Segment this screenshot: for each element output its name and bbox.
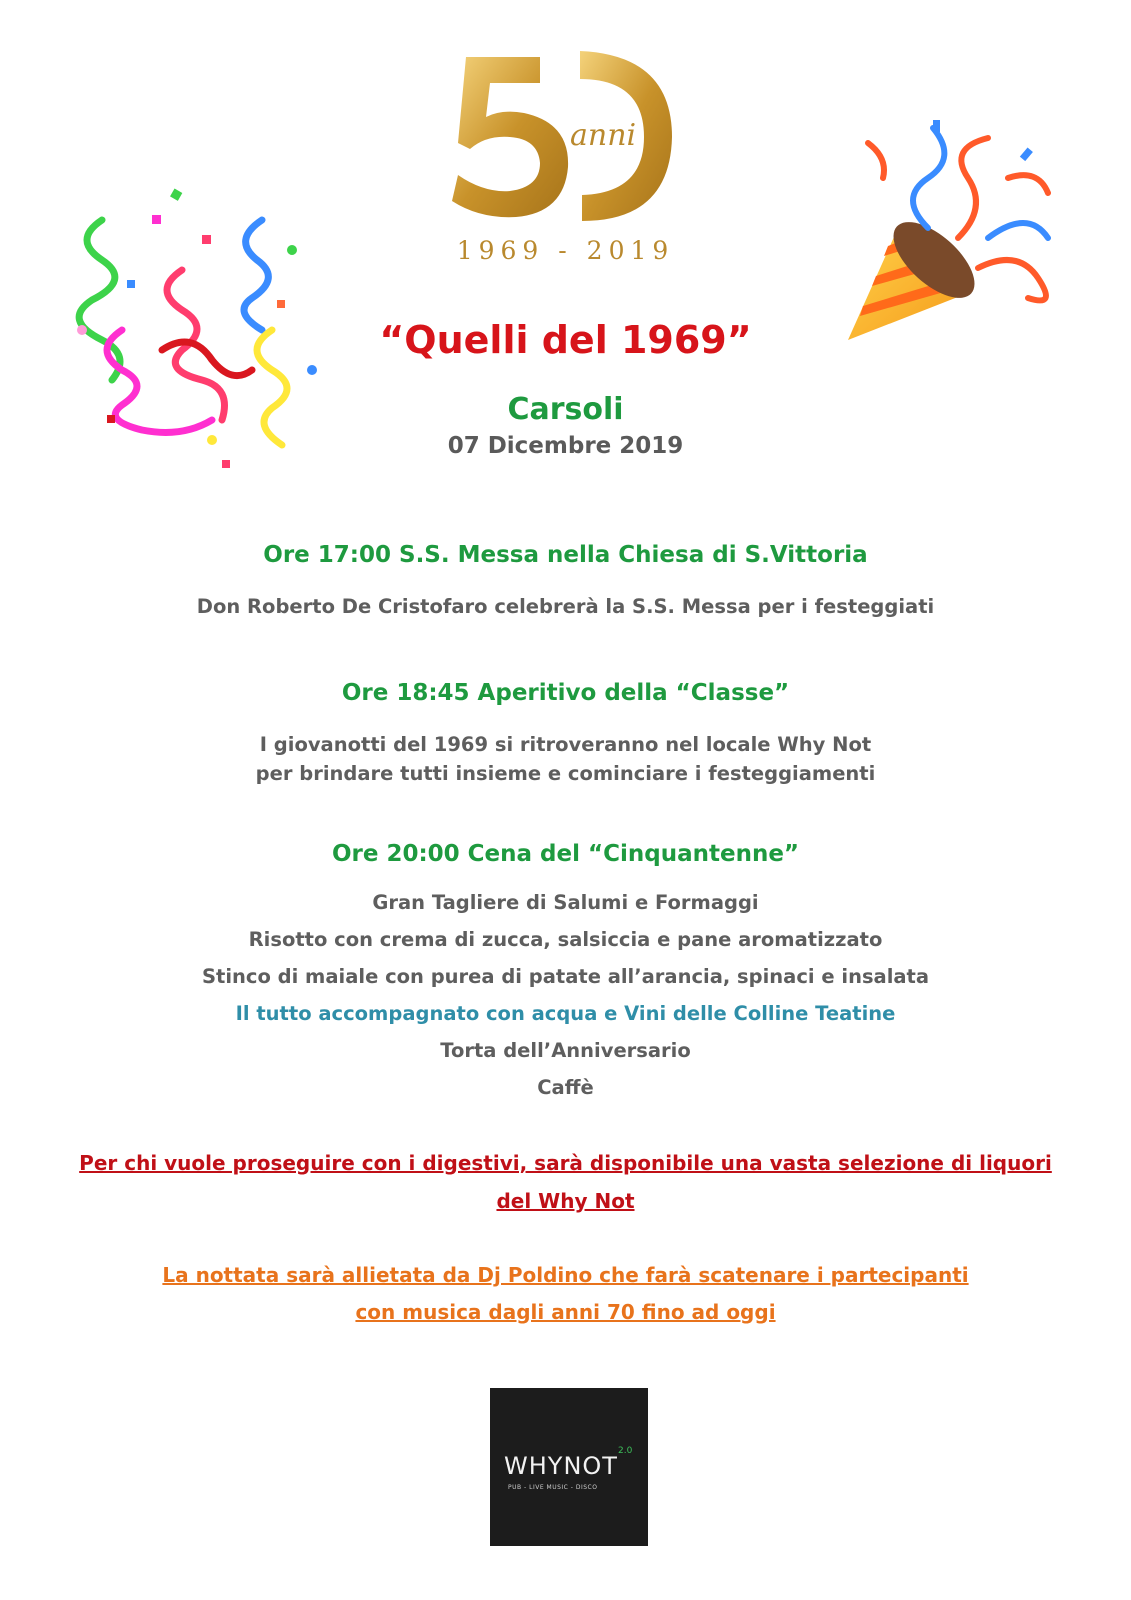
whynot-logo-tagline: PUB - LIVE MUSIC - DISCO bbox=[508, 1484, 598, 1491]
digestivi-note-line-1: Per chi vuole proseguire con i digestivi, sarà disponibile una vasta selezione di liquori bbox=[79, 1151, 1052, 1175]
menu-item-wine: Il tutto accompagnato con acqua e Vini delle Colline Teatine bbox=[235, 1002, 896, 1025]
program-heading-aperitivo: Ore 18:45 Aperitivo della “Classe” bbox=[341, 680, 790, 706]
program-text-mass: Don Roberto De Cristofaro celebrerà la S.S. Messa per i festeggiati bbox=[196, 595, 935, 618]
party-popper-illustration bbox=[838, 118, 1068, 348]
digestivi-note-line-2: del Why Not bbox=[496, 1189, 635, 1213]
menu-item: Stinco di maiale con purea di patate all’arancia, spinaci e insalata bbox=[201, 965, 930, 988]
dj-note-line-2: con musica dagli anni 70 fino ad oggi bbox=[355, 1300, 776, 1324]
event-city: Carsoli bbox=[507, 392, 624, 427]
whynot-logo-superscript: 2.0 bbox=[618, 1446, 633, 1456]
event-date: 07 Dicembre 2019 bbox=[447, 433, 684, 459]
dj-note-line-1: La nottata sarà allietata da Dj Poldino che farà scatenare i partecipanti bbox=[162, 1263, 969, 1287]
program-text-aperitivo-1: I giovanotti del 1969 si ritroveranno nel locale Why Not bbox=[259, 733, 872, 756]
whynot-logo bbox=[490, 1388, 648, 1546]
fifty-years-logo bbox=[440, 45, 690, 225]
menu-item: Torta dell’Anniversario bbox=[440, 1039, 691, 1062]
program-heading-mass: Ore 17:00 S.S. Messa nella Chiesa di S.Vittoria bbox=[263, 542, 868, 568]
menu-item: Risotto con crema di zucca, salsiccia e pane aromatizzato bbox=[248, 928, 883, 951]
menu-item: Gran Tagliere di Salumi e Formaggi bbox=[372, 891, 759, 914]
whynot-logo-name: WHYNOT bbox=[504, 1452, 618, 1480]
program-heading-cena: Ore 20:00 Cena del “Cinquantenne” bbox=[331, 841, 800, 867]
program-text-aperitivo-2: per brindare tutti insieme e cominciare i festeggiamenti bbox=[255, 762, 876, 785]
event-title: “Quelli del 1969” bbox=[379, 318, 752, 362]
fifty-years-range: 1969 - 2019 bbox=[456, 236, 675, 265]
fifty-anni-label: anni bbox=[570, 118, 637, 153]
menu-item: Caffè bbox=[537, 1076, 594, 1099]
